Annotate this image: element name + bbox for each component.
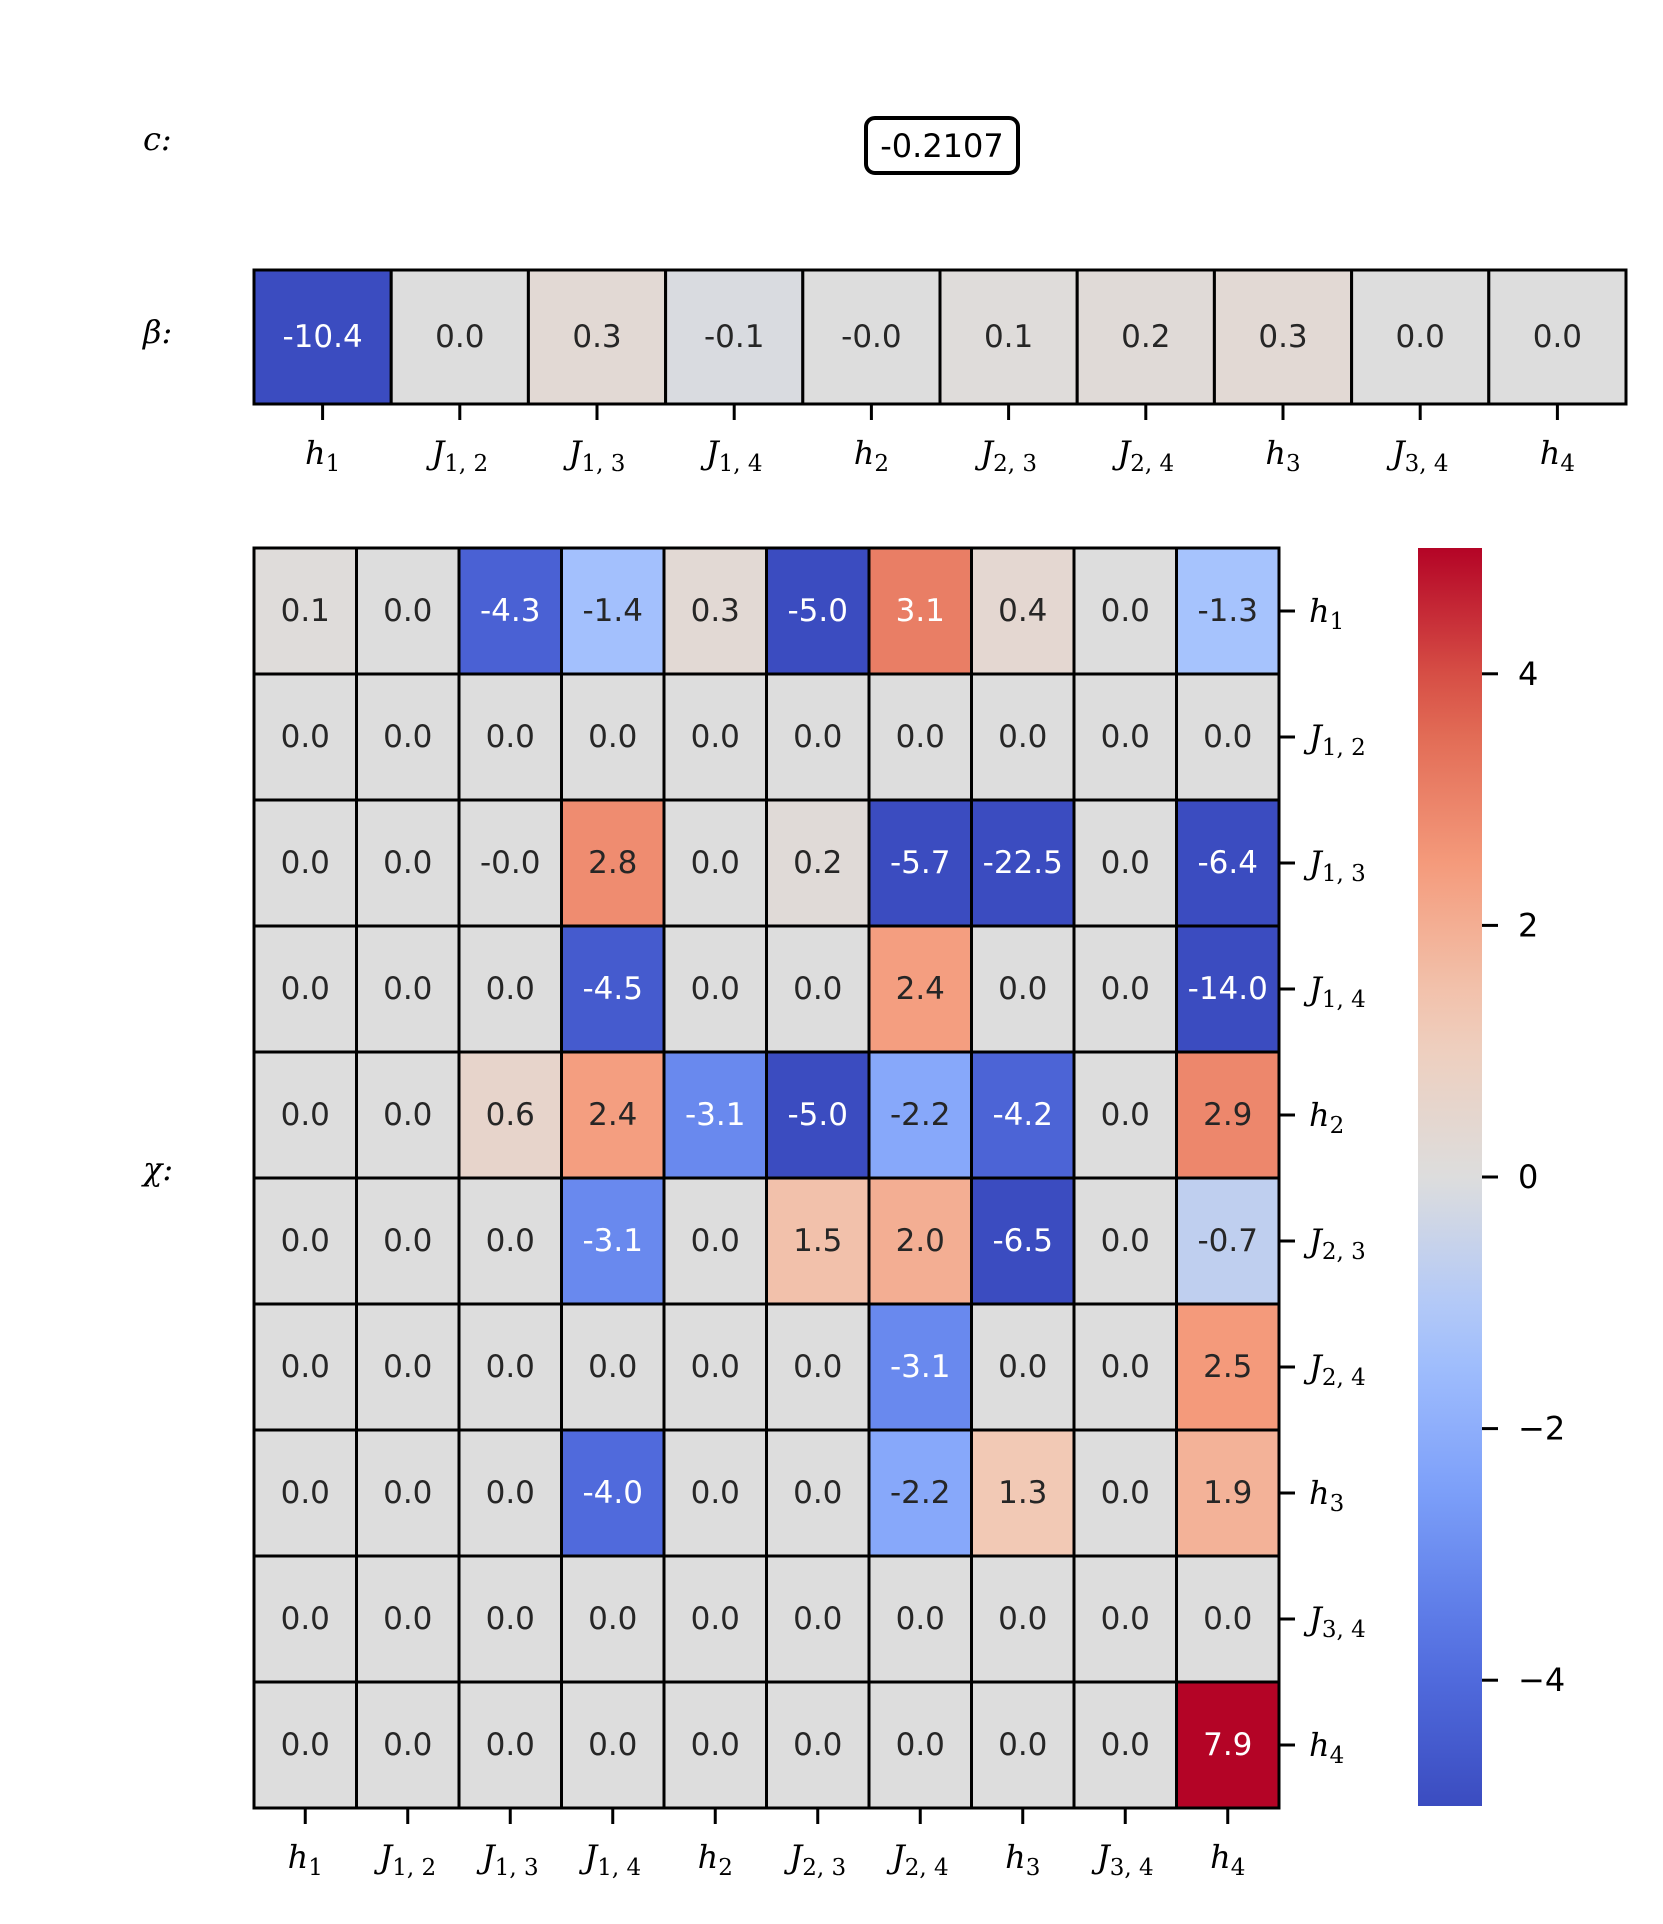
cell-label: -5.7 xyxy=(890,845,951,881)
y-tick-label: $J_{2, 4}$ xyxy=(1309,1348,1366,1391)
cell-label: 0.0 xyxy=(383,593,433,629)
cell-label: -3.1 xyxy=(890,1349,951,1385)
cell-label: 0.2 xyxy=(1121,319,1171,355)
cell-label: 0.0 xyxy=(1100,845,1150,881)
x-tick-label: $h_4$ xyxy=(1210,1838,1246,1881)
cell-label: 0.0 xyxy=(485,971,535,1007)
y-tick-label: $h_2$ xyxy=(1309,1096,1345,1139)
cell-label: 0.0 xyxy=(690,1349,740,1385)
chi-x-axis xyxy=(288,1808,1246,1881)
beta-x-axis xyxy=(305,404,1575,477)
cell-label: -5.0 xyxy=(787,1097,848,1133)
colorbar xyxy=(1418,548,1565,1806)
cell-label: 0.0 xyxy=(485,1475,535,1511)
cell-label: 0.0 xyxy=(793,1475,843,1511)
beta-heatmap xyxy=(254,270,1626,404)
cell-label: 0.0 xyxy=(485,719,535,755)
cell-label: 0.0 xyxy=(998,971,1048,1007)
cell-label: -2.2 xyxy=(890,1097,951,1133)
cell-label: 0.0 xyxy=(280,1223,330,1259)
cell-label: 3.1 xyxy=(895,593,945,629)
cell-label: 0.0 xyxy=(280,1727,330,1763)
cell-label: 2.9 xyxy=(1203,1097,1253,1133)
x-tick-label: $J_{3, 4}$ xyxy=(1096,1838,1154,1881)
c-value: -0.2107 xyxy=(880,127,1004,165)
x-tick-label: $J_{1, 3}$ xyxy=(568,434,626,477)
cell-label: -4.2 xyxy=(992,1097,1053,1133)
cell-label: 0.0 xyxy=(383,1475,433,1511)
cell-label: 0.0 xyxy=(690,1727,740,1763)
cell-label: -0.0 xyxy=(480,845,541,881)
cell-label: 0.0 xyxy=(588,1601,638,1637)
cell-label: 0.0 xyxy=(998,1727,1048,1763)
cell-label: 2.0 xyxy=(895,1223,945,1259)
cell-label: 2.5 xyxy=(1203,1349,1253,1385)
x-tick-label: $h_2$ xyxy=(853,434,890,477)
cell-label: 0.0 xyxy=(1100,593,1150,629)
cell-label: -3.1 xyxy=(685,1097,746,1133)
x-tick-label: $h_3$ xyxy=(1265,434,1301,477)
chi-heatmap xyxy=(254,548,1279,1808)
cell-label: 0.0 xyxy=(280,845,330,881)
cell-label: 0.0 xyxy=(895,1601,945,1637)
cell-label: -6.5 xyxy=(992,1223,1053,1259)
cell-label: 0.0 xyxy=(793,1601,843,1637)
cell-label: 0.0 xyxy=(690,1601,740,1637)
colorbar-tick-label: 4 xyxy=(1518,654,1539,693)
colorbar-tick-label: −4 xyxy=(1518,1661,1566,1700)
cell-label: 0.1 xyxy=(280,593,330,629)
cell-label: 1.3 xyxy=(998,1475,1048,1511)
c-value-box xyxy=(866,118,1018,173)
colorbar-tick-label: −2 xyxy=(1518,1409,1566,1448)
y-tick-label: $h_1$ xyxy=(1309,592,1345,635)
cell-label: 0.6 xyxy=(485,1097,535,1133)
cell-label: 0.0 xyxy=(435,319,485,355)
cell-label: -10.4 xyxy=(282,319,363,355)
x-tick-label: $J_{2, 3}$ xyxy=(980,434,1037,477)
cell-label: 0.0 xyxy=(485,1349,535,1385)
cell-label: 0.0 xyxy=(1100,971,1150,1007)
cell-label: 0.0 xyxy=(383,845,433,881)
cell-label: 2.8 xyxy=(588,845,638,881)
cell-label: 0.0 xyxy=(1395,319,1445,355)
cell-label: -22.5 xyxy=(982,845,1063,881)
cell-label: 0.0 xyxy=(690,1223,740,1259)
cell-label: 0.0 xyxy=(383,1349,433,1385)
cell-label: 0.0 xyxy=(280,1601,330,1637)
cell-label: 0.0 xyxy=(1100,719,1150,755)
cell-label: 0.0 xyxy=(998,1349,1048,1385)
cell-label: -14.0 xyxy=(1187,971,1268,1007)
cell-label: 0.0 xyxy=(690,719,740,755)
x-tick-label: $J_{1, 4}$ xyxy=(705,434,763,477)
cell-label: 0.0 xyxy=(280,719,330,755)
cell-label: 0.2 xyxy=(793,845,843,881)
cell-label: 0.0 xyxy=(1100,1601,1150,1637)
cell-label: 0.0 xyxy=(383,719,433,755)
cell-label: -6.4 xyxy=(1197,845,1258,881)
cell-label: 0.0 xyxy=(895,719,945,755)
cell-label: 0.0 xyxy=(793,719,843,755)
cell-label: -3.1 xyxy=(582,1223,643,1259)
cell-label: 0.0 xyxy=(1203,719,1253,755)
cell-label: 0.0 xyxy=(895,1727,945,1763)
cell-label: 0.0 xyxy=(280,1349,330,1385)
y-tick-label: $h_3$ xyxy=(1309,1474,1345,1517)
chi-label: χ: xyxy=(143,1150,174,1188)
x-tick-label: $J_{3, 4}$ xyxy=(1391,434,1449,477)
cell-label: -4.5 xyxy=(582,971,643,1007)
cell-label: 0.3 xyxy=(690,593,740,629)
cell-label: 0.0 xyxy=(793,971,843,1007)
y-tick-label: $h_4$ xyxy=(1309,1726,1345,1769)
cell-label: 0.0 xyxy=(1100,1349,1150,1385)
cell-label: 0.3 xyxy=(572,319,622,355)
cell-label: -5.0 xyxy=(787,593,848,629)
x-tick-label: $J_{1, 2}$ xyxy=(379,1838,437,1881)
cell-label: 0.0 xyxy=(280,1475,330,1511)
cell-label: -1.3 xyxy=(1197,593,1258,629)
cell-label: 7.9 xyxy=(1203,1727,1253,1763)
cell-label: 0.0 xyxy=(280,1097,330,1133)
cell-label: -2.2 xyxy=(890,1475,951,1511)
c-label: c: xyxy=(143,120,172,158)
cell-label: 0.0 xyxy=(690,845,740,881)
cell-label: 0.4 xyxy=(998,593,1048,629)
y-tick-label: $J_{1, 4}$ xyxy=(1309,970,1366,1013)
cell-label: -1.4 xyxy=(582,593,643,629)
cell-label: 0.0 xyxy=(1203,1601,1253,1637)
cell-label: 0.0 xyxy=(485,1601,535,1637)
x-tick-label: $h_1$ xyxy=(287,1838,323,1881)
x-tick-label: $h_2$ xyxy=(697,1838,733,1881)
cell-label: 0.0 xyxy=(998,719,1048,755)
x-tick-label: $h_4$ xyxy=(1539,434,1576,477)
cell-label: 0.0 xyxy=(1532,319,1583,355)
colorbar-gradient xyxy=(1418,548,1482,1806)
colorbar-tick-label: 0 xyxy=(1518,1158,1539,1196)
x-tick-label: $h_3$ xyxy=(1005,1838,1041,1881)
cell-label: 0.0 xyxy=(1100,1727,1150,1763)
cell-label: 0.0 xyxy=(485,1223,535,1259)
cell-label: 0.0 xyxy=(793,1349,843,1385)
cell-label: 1.9 xyxy=(1203,1475,1253,1511)
x-tick-label: $J_{1, 3}$ xyxy=(481,1838,539,1881)
y-tick-label: $J_{1, 3}$ xyxy=(1309,844,1366,887)
cell-label: 2.4 xyxy=(895,971,945,1007)
cell-label: -0.7 xyxy=(1197,1223,1258,1259)
x-tick-label: $h_1$ xyxy=(304,434,341,477)
cell-label: 0.3 xyxy=(1258,319,1308,355)
beta-label: β: xyxy=(143,313,173,351)
x-tick-label: $J_{1, 4}$ xyxy=(584,1838,642,1881)
cell-label: 0.0 xyxy=(793,1727,843,1763)
cell-label: -4.0 xyxy=(582,1475,643,1511)
y-tick-label: $J_{3, 4}$ xyxy=(1309,1600,1366,1643)
cell-label: 0.0 xyxy=(690,1475,740,1511)
colorbar-tick-label: 2 xyxy=(1518,906,1539,945)
cell-label: 0.0 xyxy=(588,1349,638,1385)
cell-label: 0.0 xyxy=(383,1601,433,1637)
cell-label: 2.4 xyxy=(588,1097,638,1133)
cell-label: 0.0 xyxy=(1100,1475,1150,1511)
x-tick-label: $J_{1, 2}$ xyxy=(431,434,489,477)
cell-label: 0.1 xyxy=(983,319,1034,355)
cell-label: -4.3 xyxy=(480,593,541,629)
x-tick-label: $J_{2, 3}$ xyxy=(789,1838,847,1881)
cell-label: 0.0 xyxy=(280,971,330,1007)
cell-label: 0.0 xyxy=(383,1097,433,1133)
cell-label: 0.0 xyxy=(383,971,433,1007)
cell-label: 0.0 xyxy=(998,1601,1048,1637)
cell-label: 1.5 xyxy=(793,1223,843,1259)
cell-label: 0.0 xyxy=(383,1727,433,1763)
cell-label: 0.0 xyxy=(588,1727,638,1763)
cell-label: -0.1 xyxy=(703,319,765,355)
x-tick-label: $J_{2, 4}$ xyxy=(891,1838,949,1881)
y-tick-label: $J_{2, 3}$ xyxy=(1309,1222,1366,1265)
cell-label: 0.0 xyxy=(1100,1097,1150,1133)
cell-label: 0.0 xyxy=(485,1727,535,1763)
cell-label: 0.0 xyxy=(383,1223,433,1259)
chi-y-axis xyxy=(1279,592,1366,1769)
cell-label: 0.0 xyxy=(690,971,740,1007)
y-tick-label: $J_{1, 2}$ xyxy=(1309,718,1366,761)
cell-label: 0.0 xyxy=(1100,1223,1150,1259)
cell-label: 0.0 xyxy=(588,719,638,755)
x-tick-label: $J_{2, 4}$ xyxy=(1117,434,1175,477)
cell-label: -0.0 xyxy=(841,319,902,355)
